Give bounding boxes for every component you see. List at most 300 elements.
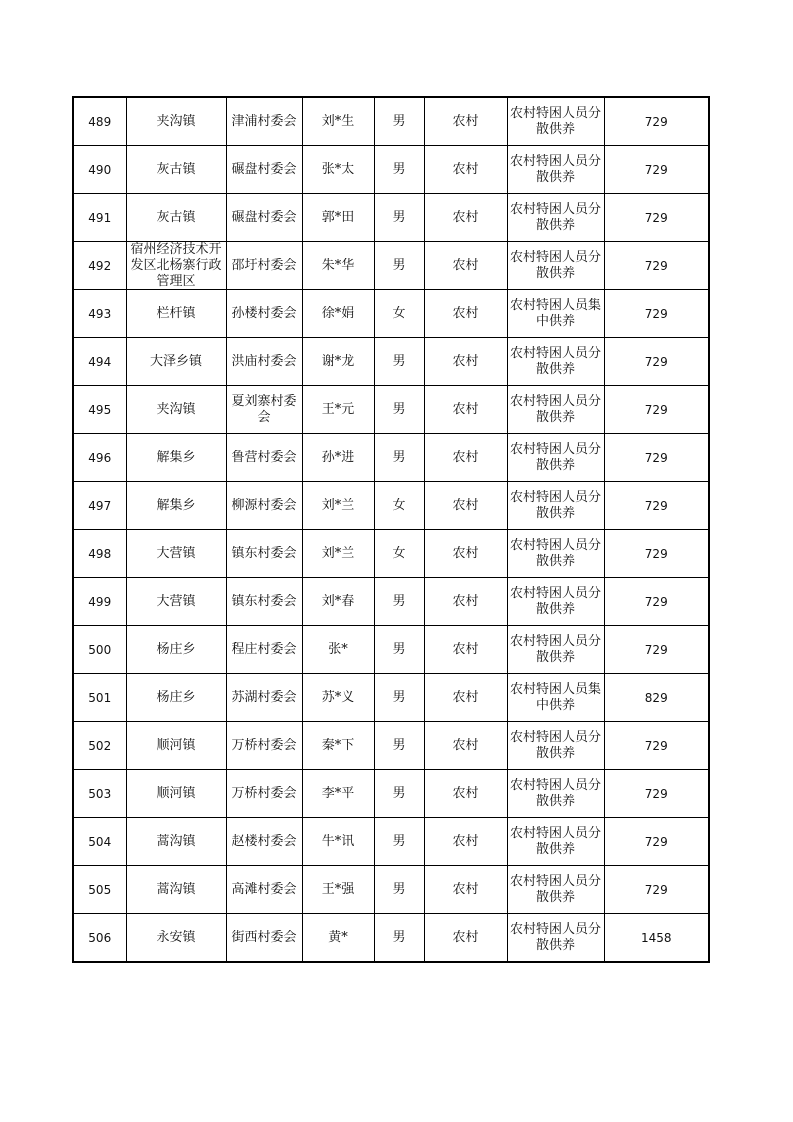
support-category-cell [507, 482, 604, 530]
support-category-cell [507, 530, 604, 578]
gender-cell [374, 146, 424, 194]
amount-cell [604, 866, 709, 914]
person-name-cell [302, 146, 374, 194]
area-type-cell [424, 914, 507, 963]
row-number-cell [73, 386, 126, 434]
area-type-cell [424, 146, 507, 194]
person-name-cell-text: 谢*龙 [321, 353, 355, 369]
village-committee-cell [226, 722, 302, 770]
support-category-cell [507, 386, 604, 434]
person-name-cell [302, 722, 374, 770]
area-type-cell [424, 434, 507, 482]
table-row [73, 146, 709, 194]
area-type-cell [424, 818, 507, 866]
amount-cell-text: 729 [644, 738, 668, 753]
township-cell [126, 914, 226, 963]
amount-cell [604, 818, 709, 866]
support-category-cell-text: 农村特困人员分散供养 [509, 249, 601, 281]
township-cell-text: 杨庄乡 [156, 689, 196, 705]
area-type-cell-text: 农村 [452, 641, 479, 657]
amount-cell-text: 829 [644, 690, 668, 705]
person-name-cell-text: 刘*生 [321, 113, 355, 129]
table-row [73, 578, 709, 626]
amount-cell [604, 386, 709, 434]
table-row [73, 770, 709, 818]
area-type-cell [424, 530, 507, 578]
township-cell [126, 866, 226, 914]
gender-cell-text: 男 [392, 209, 406, 225]
row-number-cell [73, 338, 126, 386]
gender-cell [374, 194, 424, 242]
village-committee-cell [226, 674, 302, 722]
row-number-cell-text: 505 [88, 882, 112, 897]
support-category-cell-text: 农村特困人员分散供养 [509, 489, 601, 521]
township-cell [126, 818, 226, 866]
person-name-cell [302, 97, 374, 146]
village-committee-cell-text: 街西村委会 [231, 929, 297, 945]
village-committee-cell [226, 626, 302, 674]
township-cell-text: 解集乡 [156, 449, 196, 465]
person-name-cell-text: 李*平 [321, 785, 355, 801]
gender-cell-text: 女 [392, 305, 406, 321]
support-category-cell-text: 农村特困人员集中供养 [509, 297, 601, 329]
township-cell-text: 永安镇 [156, 929, 196, 945]
gender-cell [374, 530, 424, 578]
township-cell [126, 722, 226, 770]
amount-cell [604, 338, 709, 386]
area-type-cell-text: 农村 [452, 545, 479, 561]
village-committee-cell-text: 夏刘寨村委会 [231, 393, 297, 425]
support-category-cell-text: 农村特困人员分散供养 [509, 201, 601, 233]
amount-cell [604, 242, 709, 290]
person-name-cell-text: 刘*兰 [321, 545, 355, 561]
area-type-cell [424, 242, 507, 290]
amount-cell-text: 729 [644, 354, 668, 369]
gender-cell-text: 男 [392, 401, 406, 417]
township-cell-text: 蒿沟镇 [156, 881, 196, 897]
support-category-cell-text: 农村特困人员分散供养 [509, 393, 601, 425]
gender-cell [374, 578, 424, 626]
records-table [72, 96, 710, 963]
area-type-cell [424, 338, 507, 386]
village-committee-cell [226, 290, 302, 338]
township-cell [126, 626, 226, 674]
support-category-cell [507, 338, 604, 386]
person-name-cell [302, 482, 374, 530]
person-name-cell [302, 386, 374, 434]
township-cell-text: 顺河镇 [156, 785, 196, 801]
support-category-cell-text: 农村特困人员分散供养 [509, 729, 601, 761]
township-cell [126, 338, 226, 386]
table-row [73, 530, 709, 578]
gender-cell [374, 482, 424, 530]
table-row [73, 482, 709, 530]
village-committee-cell [226, 434, 302, 482]
gender-cell-text: 男 [392, 257, 406, 273]
village-committee-cell-text: 津浦村委会 [231, 113, 297, 129]
gender-cell [374, 290, 424, 338]
township-cell-text: 大营镇 [156, 545, 196, 561]
area-type-cell-text: 农村 [452, 593, 479, 609]
row-number-cell [73, 434, 126, 482]
row-number-cell-text: 503 [88, 786, 112, 801]
person-name-cell [302, 674, 374, 722]
person-name-cell [302, 866, 374, 914]
person-name-cell-text: 刘*春 [321, 593, 355, 609]
person-name-cell [302, 626, 374, 674]
support-category-cell [507, 578, 604, 626]
area-type-cell-text: 农村 [452, 497, 479, 513]
gender-cell-text: 男 [392, 881, 406, 897]
gender-cell [374, 914, 424, 963]
township-cell [126, 482, 226, 530]
gender-cell [374, 722, 424, 770]
amount-cell-text: 729 [644, 402, 668, 417]
township-cell-text: 杨庄乡 [156, 641, 196, 657]
area-type-cell-text: 农村 [452, 113, 479, 129]
amount-cell [604, 914, 709, 963]
support-category-cell [507, 866, 604, 914]
village-committee-cell [226, 146, 302, 194]
row-number-cell [73, 578, 126, 626]
amount-cell [604, 146, 709, 194]
gender-cell [374, 338, 424, 386]
township-cell [126, 434, 226, 482]
amount-cell [604, 626, 709, 674]
row-number-cell [73, 722, 126, 770]
gender-cell [374, 770, 424, 818]
table-row [73, 866, 709, 914]
table-row [73, 914, 709, 963]
row-number-cell-text: 500 [88, 642, 112, 657]
row-number-cell-text: 490 [88, 162, 112, 177]
gender-cell-text: 男 [392, 641, 406, 657]
support-category-cell-text: 农村特困人员分散供养 [509, 537, 601, 569]
row-number-cell-text: 496 [88, 450, 112, 465]
support-category-cell-text: 农村特困人员分散供养 [509, 873, 601, 905]
township-cell [126, 674, 226, 722]
person-name-cell [302, 914, 374, 963]
amount-cell [604, 578, 709, 626]
amount-cell-text: 729 [644, 642, 668, 657]
amount-cell [604, 482, 709, 530]
township-cell-text: 夹沟镇 [156, 113, 196, 129]
support-category-cell-text: 农村特困人员分散供养 [509, 345, 601, 377]
person-name-cell-text: 苏*义 [321, 689, 355, 705]
village-committee-cell-text: 程庄村委会 [231, 641, 297, 657]
person-name-cell [302, 338, 374, 386]
row-number-cell-text: 494 [88, 354, 112, 369]
person-name-cell [302, 194, 374, 242]
row-number-cell-text: 499 [88, 594, 112, 609]
row-number-cell [73, 914, 126, 963]
person-name-cell-text: 王*元 [321, 401, 355, 417]
gender-cell [374, 866, 424, 914]
village-committee-cell-text: 鲁营村委会 [231, 449, 297, 465]
township-cell [126, 242, 226, 290]
row-number-cell [73, 146, 126, 194]
support-category-cell-text: 农村特困人员分散供养 [509, 441, 601, 473]
amount-cell-text: 729 [644, 786, 668, 801]
gender-cell [374, 386, 424, 434]
table-row [73, 290, 709, 338]
support-category-cell [507, 722, 604, 770]
table-row [73, 434, 709, 482]
area-type-cell-text: 农村 [452, 353, 479, 369]
village-committee-cell [226, 97, 302, 146]
records-body [73, 97, 709, 962]
township-cell-text: 灰古镇 [156, 161, 196, 177]
row-number-cell-text: 493 [88, 306, 112, 321]
township-cell [126, 146, 226, 194]
amount-cell-text: 729 [644, 594, 668, 609]
person-name-cell [302, 242, 374, 290]
amount-cell [604, 97, 709, 146]
amount-cell [604, 770, 709, 818]
village-committee-cell-text: 高滩村委会 [231, 881, 297, 897]
township-cell [126, 530, 226, 578]
amount-cell-text: 729 [644, 162, 668, 177]
person-name-cell-text: 牛*讯 [321, 833, 355, 849]
area-type-cell-text: 农村 [452, 833, 479, 849]
gender-cell-text: 男 [392, 113, 406, 129]
row-number-cell [73, 866, 126, 914]
person-name-cell-text: 孙*进 [321, 449, 355, 465]
gender-cell [374, 434, 424, 482]
area-type-cell [424, 626, 507, 674]
village-committee-cell-text: 碾盘村委会 [231, 209, 297, 225]
amount-cell-text: 729 [644, 834, 668, 849]
area-type-cell-text: 农村 [452, 737, 479, 753]
area-type-cell [424, 194, 507, 242]
area-type-cell [424, 770, 507, 818]
support-category-cell [507, 914, 604, 963]
row-number-cell [73, 194, 126, 242]
row-number-cell [73, 242, 126, 290]
table-row [73, 386, 709, 434]
village-committee-cell [226, 194, 302, 242]
support-category-cell-text: 农村特困人员分散供养 [509, 105, 601, 137]
row-number-cell-text: 489 [88, 114, 112, 129]
row-number-cell-text: 504 [88, 834, 112, 849]
amount-cell-text: 729 [644, 210, 668, 225]
amount-cell [604, 194, 709, 242]
person-name-cell-text: 朱*华 [321, 257, 355, 273]
township-cell-text: 大营镇 [156, 593, 196, 609]
gender-cell-text: 男 [392, 833, 406, 849]
village-committee-cell [226, 242, 302, 290]
row-number-cell-text: 495 [88, 402, 112, 417]
gender-cell-text: 男 [392, 449, 406, 465]
area-type-cell-text: 农村 [452, 449, 479, 465]
gender-cell-text: 男 [392, 929, 406, 945]
township-cell [126, 97, 226, 146]
gender-cell [374, 674, 424, 722]
gender-cell [374, 97, 424, 146]
area-type-cell-text: 农村 [452, 257, 479, 273]
row-number-cell [73, 97, 126, 146]
person-name-cell [302, 434, 374, 482]
village-committee-cell [226, 866, 302, 914]
township-cell-text: 灰古镇 [156, 209, 196, 225]
support-category-cell [507, 818, 604, 866]
area-type-cell-text: 农村 [452, 305, 479, 321]
area-type-cell [424, 866, 507, 914]
area-type-cell-text: 农村 [452, 209, 479, 225]
support-category-cell-text: 农村特困人员分散供养 [509, 825, 601, 857]
row-number-cell-text: 506 [88, 930, 112, 945]
gender-cell-text: 女 [392, 545, 406, 561]
amount-cell-text: 729 [644, 258, 668, 273]
gender-cell-text: 男 [392, 737, 406, 753]
amount-cell [604, 434, 709, 482]
amount-cell-text: 729 [644, 546, 668, 561]
person-name-cell-text: 张*太 [321, 161, 355, 177]
township-cell [126, 578, 226, 626]
row-number-cell [73, 770, 126, 818]
table-row [73, 194, 709, 242]
gender-cell-text: 男 [392, 161, 406, 177]
township-cell-text: 栏杆镇 [156, 305, 196, 321]
support-category-cell-text: 农村特困人员分散供养 [509, 777, 601, 809]
area-type-cell [424, 97, 507, 146]
person-name-cell-text: 徐*娟 [321, 305, 355, 321]
gender-cell-text: 男 [392, 593, 406, 609]
village-committee-cell-text: 镇东村委会 [231, 545, 297, 561]
township-cell [126, 194, 226, 242]
gender-cell [374, 818, 424, 866]
person-name-cell-text: 王*强 [321, 881, 355, 897]
table-row [73, 818, 709, 866]
village-committee-cell [226, 914, 302, 963]
person-name-cell [302, 578, 374, 626]
support-category-cell-text: 农村特困人员分散供养 [509, 633, 601, 665]
village-committee-cell [226, 530, 302, 578]
area-type-cell [424, 722, 507, 770]
village-committee-cell-text: 碾盘村委会 [231, 161, 297, 177]
township-cell-text: 宿州经济技术开发区北杨寨行政管理区 [130, 242, 222, 289]
person-name-cell [302, 530, 374, 578]
table-row [73, 722, 709, 770]
person-name-cell-text: 郭*田 [321, 209, 355, 225]
person-name-cell-text: 黄* [328, 929, 348, 945]
area-type-cell-text: 农村 [452, 401, 479, 417]
amount-cell [604, 722, 709, 770]
area-type-cell-text: 农村 [452, 929, 479, 945]
table-row [73, 242, 709, 290]
support-category-cell [507, 242, 604, 290]
township-cell [126, 386, 226, 434]
village-committee-cell-text: 邵圩村委会 [231, 257, 297, 273]
village-committee-cell [226, 770, 302, 818]
gender-cell-text: 男 [392, 353, 406, 369]
village-committee-cell-text: 孙楼村委会 [231, 305, 297, 321]
village-committee-cell-text: 赵楼村委会 [231, 833, 297, 849]
village-committee-cell [226, 482, 302, 530]
area-type-cell-text: 农村 [452, 785, 479, 801]
area-type-cell [424, 674, 507, 722]
support-category-cell-text: 农村特困人员分散供养 [509, 153, 601, 185]
support-category-cell [507, 434, 604, 482]
support-category-cell [507, 194, 604, 242]
village-committee-cell [226, 818, 302, 866]
amount-cell-text: 729 [644, 498, 668, 513]
row-number-cell [73, 818, 126, 866]
village-committee-cell-text: 万桥村委会 [231, 737, 297, 753]
amount-cell-text: 729 [644, 450, 668, 465]
village-committee-cell [226, 338, 302, 386]
support-category-cell [507, 97, 604, 146]
amount-cell-text: 729 [644, 114, 668, 129]
township-cell-text: 解集乡 [156, 497, 196, 513]
table-row [73, 97, 709, 146]
person-name-cell-text: 秦*下 [321, 737, 355, 753]
gender-cell [374, 626, 424, 674]
row-number-cell [73, 482, 126, 530]
amount-cell-text: 1458 [640, 930, 672, 945]
amount-cell [604, 674, 709, 722]
gender-cell-text: 女 [392, 497, 406, 513]
person-name-cell [302, 818, 374, 866]
support-category-cell-text: 农村特困人员分散供养 [509, 921, 601, 953]
support-category-cell-text: 农村特困人员集中供养 [509, 681, 601, 713]
village-committee-cell-text: 镇东村委会 [231, 593, 297, 609]
area-type-cell [424, 386, 507, 434]
area-type-cell-text: 农村 [452, 161, 479, 177]
row-number-cell [73, 626, 126, 674]
support-category-cell [507, 770, 604, 818]
row-number-cell [73, 530, 126, 578]
area-type-cell [424, 290, 507, 338]
person-name-cell-text: 刘*兰 [321, 497, 355, 513]
township-cell [126, 290, 226, 338]
gender-cell-text: 男 [392, 689, 406, 705]
row-number-cell-text: 501 [88, 690, 112, 705]
area-type-cell [424, 578, 507, 626]
amount-cell-text: 729 [644, 882, 668, 897]
township-cell-text: 夹沟镇 [156, 401, 196, 417]
village-committee-cell [226, 578, 302, 626]
village-committee-cell [226, 386, 302, 434]
table-row [73, 338, 709, 386]
row-number-cell-text: 491 [88, 210, 112, 225]
area-type-cell [424, 482, 507, 530]
amount-cell [604, 530, 709, 578]
row-number-cell-text: 502 [88, 738, 112, 753]
support-category-cell-text: 农村特困人员分散供养 [509, 585, 601, 617]
row-number-cell [73, 674, 126, 722]
village-committee-cell-text: 洪庙村委会 [231, 353, 297, 369]
amount-cell [604, 290, 709, 338]
gender-cell-text: 男 [392, 785, 406, 801]
row-number-cell [73, 290, 126, 338]
person-name-cell-text: 张* [328, 641, 348, 657]
village-committee-cell-text: 万桥村委会 [231, 785, 297, 801]
support-category-cell [507, 674, 604, 722]
gender-cell [374, 242, 424, 290]
area-type-cell-text: 农村 [452, 689, 479, 705]
township-cell [126, 770, 226, 818]
row-number-cell-text: 497 [88, 498, 112, 513]
row-number-cell-text: 492 [88, 258, 112, 273]
township-cell-text: 大泽乡镇 [149, 353, 202, 369]
person-name-cell [302, 290, 374, 338]
village-committee-cell-text: 苏湖村委会 [231, 689, 297, 705]
support-category-cell [507, 626, 604, 674]
area-type-cell-text: 农村 [452, 881, 479, 897]
township-cell-text: 顺河镇 [156, 737, 196, 753]
support-category-cell [507, 146, 604, 194]
